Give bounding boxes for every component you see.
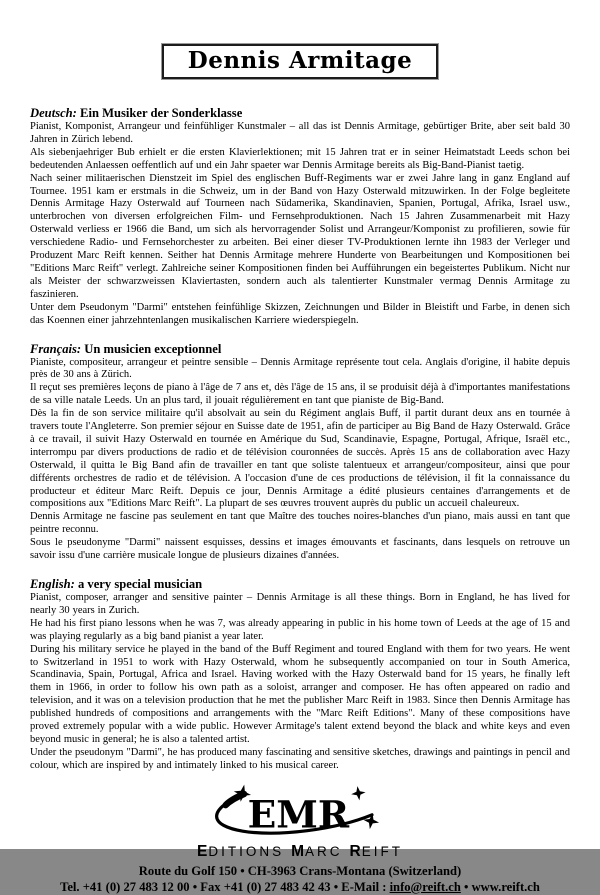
paragraph: Unter dem Pseudonym "Darmi" entstehen feinfühlige Skizzen, Zeichnungen und Bilder in Bleistift und Farbe, in denen sich das Koennen einer jahrzehntenlangen musikalischen Karriere wiederspiegeln. xyxy=(30,301,570,326)
publisher-initial: R xyxy=(349,842,362,860)
paragraph: He had his first piano lessons when he was 7, was already appearing in public in his home town of Leeds at the age of 15 and was playing regularly as a big band pianist a year later. xyxy=(30,617,570,642)
emr-logo-text: EMR xyxy=(247,792,350,837)
publisher-word: DITIONS xyxy=(208,843,285,859)
paragraph: During his military service he played in the band of the Buff Regiment and toured England with them for two years. He went to Switzerland in 1951 to work with Hazy Osterwald, whom he subsequently accompanied on tour in South America, Scandinavia, Spain, Portugal, Africa and Israel. Having worked with the Hazy Osterwald band for 15 years, he finally left them in 1966, in order to follow his own path as a soloist, arranger and composer. He has often appeared on radio and television, and it was on a television production that he met the publisher Marc Reift in 1983. Since then Dennis Armitage has published hundreds of compositions and arrangements with the "Marc Reift Editions". Many of these compositions have proved extremely popular with a wide public. However Armitage's talent extend beyond the black and white keys and even beyond music in general; he is also a talented artist. xyxy=(30,643,570,745)
star-icon xyxy=(350,785,366,801)
paragraph: Pianist, composer, arranger and sensitive painter – Dennis Armitage is all these things. Born in England, he has lived for nearly 30 years in Zurich. xyxy=(30,592,570,616)
paragraph: Sous le pseudonyme "Darmi" naissent esquisses, dessins et images émouvants et fascinants, dans lesquels on retrouve un savoir issu d'une carrière musicale longue de plusieurs dizaines d'années. xyxy=(30,537,570,562)
publisher-initial: M xyxy=(291,842,306,860)
paragraph: Pianiste, compositeur, arrangeur et peintre sensible – Dennis Armitage représente tout cela. Anglais d'origine, il habite depuis près de 30 ans à Zürich. xyxy=(30,356,570,381)
address-line: Route du Golf 150 • CH-3963 Crans-Montana (Switzerland) xyxy=(138,863,462,878)
tel-fax-text: Tel. +41 (0) 27 483 12 00 • Fax +41 (0) 27 483 42 43 • E-Mail : xyxy=(60,879,390,894)
language-label: Deutsch: xyxy=(30,106,77,120)
language-label: English: xyxy=(30,577,75,591)
section-heading xyxy=(30,341,570,357)
publisher-word: ARC xyxy=(305,843,343,859)
paragraph: Als siebenjaehriger Bub erhielt er die ersten Klavierlektionen; mit 15 Jahren trat er in seiner Heimatstadt Leeds schon bei bedeutenden Anlaessen oeffentlich auf und ein Jahr spaeter war Dennis Armitage bereits als Big-Band-Pianist taetig. xyxy=(30,146,570,171)
section-heading xyxy=(30,105,570,121)
section-german xyxy=(30,105,570,328)
paragraph: Under the pseudonym "Darmi", he has produced many fascinating and sensitive sketches, drawings and paintings in pencil and colour, which are inspired by and intimately linked to his musical career. xyxy=(30,746,570,771)
paragraph: Pianist, Komponist, Arrangeur und feinfühliger Kunstmaler – all das ist Dennis Armitage, gebürtiger Brite, aber seit bald 30 Jahren in Zürich lebend. xyxy=(30,121,570,145)
publisher-word: EIFT xyxy=(361,843,403,859)
language-label: Français: xyxy=(30,341,82,356)
publisher-initial: E xyxy=(197,842,209,860)
section-english xyxy=(30,576,570,773)
paragraph: Dès la fin de son service militaire qu'il absolvait au sein du Régiment anglais Buff, il partit durant deux ans en tournée à travers toute l'Angleterre. Son premier séjour en Suisse date de 1951, afin de participer au Big Band de Hazy Osterwald. Grâce à ce travail, il suivit Hazy Osterwald en tournée en Amérique du Sud, Scandinavie, Espagne, Portugal, Afrique, Israël etc., interrompu par divers productions de radio et de télévision couronnées de succès. Après 15 ans de collaboration avec Hazy Osterwald, il quitta le Big Band afin de travailler en tant que soliste talentueux et arrangeur/compositeur, ainsi que pour différents orchestres de radio et de télévision. A l'occasion d'une de ces productions de télévision, il fit la connaissance du producteur et éditeur Marc Reift. Depuis ce jour, Dennis Armitage a édité plusieurs centaines d'arrangements et de compositions aux "Editions Marc Reift". La plupart de ses œuvres trouvent auprès du public un accueil chaleureux. xyxy=(30,408,570,510)
paragraph: Dennis Armitage ne fascine pas seulement en tant que Maître des touches noires-blanches d'un piano, mais aussi en tant que peintre reconnu. xyxy=(30,511,570,536)
publisher-name xyxy=(30,843,570,861)
biography-sections xyxy=(30,105,570,773)
email-link[interactable]: info@reift.ch xyxy=(389,879,461,894)
section-heading xyxy=(30,576,570,592)
page-title: Dennis Armitage xyxy=(187,47,413,74)
section-title: Ein Musiker der Sonderklasse xyxy=(80,106,243,120)
title-box xyxy=(162,44,439,79)
section-title: Un musicien exceptionnel xyxy=(84,341,222,356)
publisher-footer xyxy=(30,786,570,895)
emr-logo xyxy=(212,786,388,842)
paragraph: Nach seiner militaerischen Dienstzeit im Spiel des englischen Buff-Regiments war er zwei Jahre lang in ganz England auf Tournee. 1951 kam er erstmals in die Schweiz, um in der Band von Hazy Osterwald mitzuwirken. In der Folge begleitete Dennis Armitage Hazy Osterwald auf Tourneen nach Südamerika, Skandinavien, Spanien, Portugal, Afrika, Israel usw., unterbrochen von diversen erfolgreichen Film- und Fernsehproduktionen. Nach 15 Jahren Zusammenarbeit mit Hazy Osterwald verliess er 1966 die Band, um sich als hervorragender Solist und Arrangeur/Komponist zu profilieren, sowie für verschiedene Radio- und Fernsehorchester zu arbeiten. Bei einer dieser TV-Produktionen lernte ihn 1983 der Verleger und Produzent Marc Reift kennen. Seither hat Dennis Armitage mehrere Hunderte von Bearbeitungen und Kompositionen bei "Editions Marc Reift" verlegt. Zahlreiche seiner Kompositionen finden bei Aufführungen ein begeistertes Publikum. Nicht nur als Meister der schwarzweissen Klaviertasten, sondern auch als talentierter Kunstmaler vermag Dennis Armitage zu faszinieren. xyxy=(30,172,570,300)
contact-line xyxy=(30,879,570,895)
paragraph: Il reçut ses premières leçons de piano à l'âge de 7 ans et, dès l'âge de 15 ans, il se produisit déjà à d'importantes manifestations de sa ville natale Leeds. Un an plus tard, il jouait régulièrement en tant que pianiste de Big-Band. xyxy=(30,382,570,407)
contact-separator: • xyxy=(460,879,472,894)
section-french xyxy=(30,341,570,564)
section-title: a very special musician xyxy=(77,577,203,591)
website-text: www.reift.ch xyxy=(471,879,540,894)
